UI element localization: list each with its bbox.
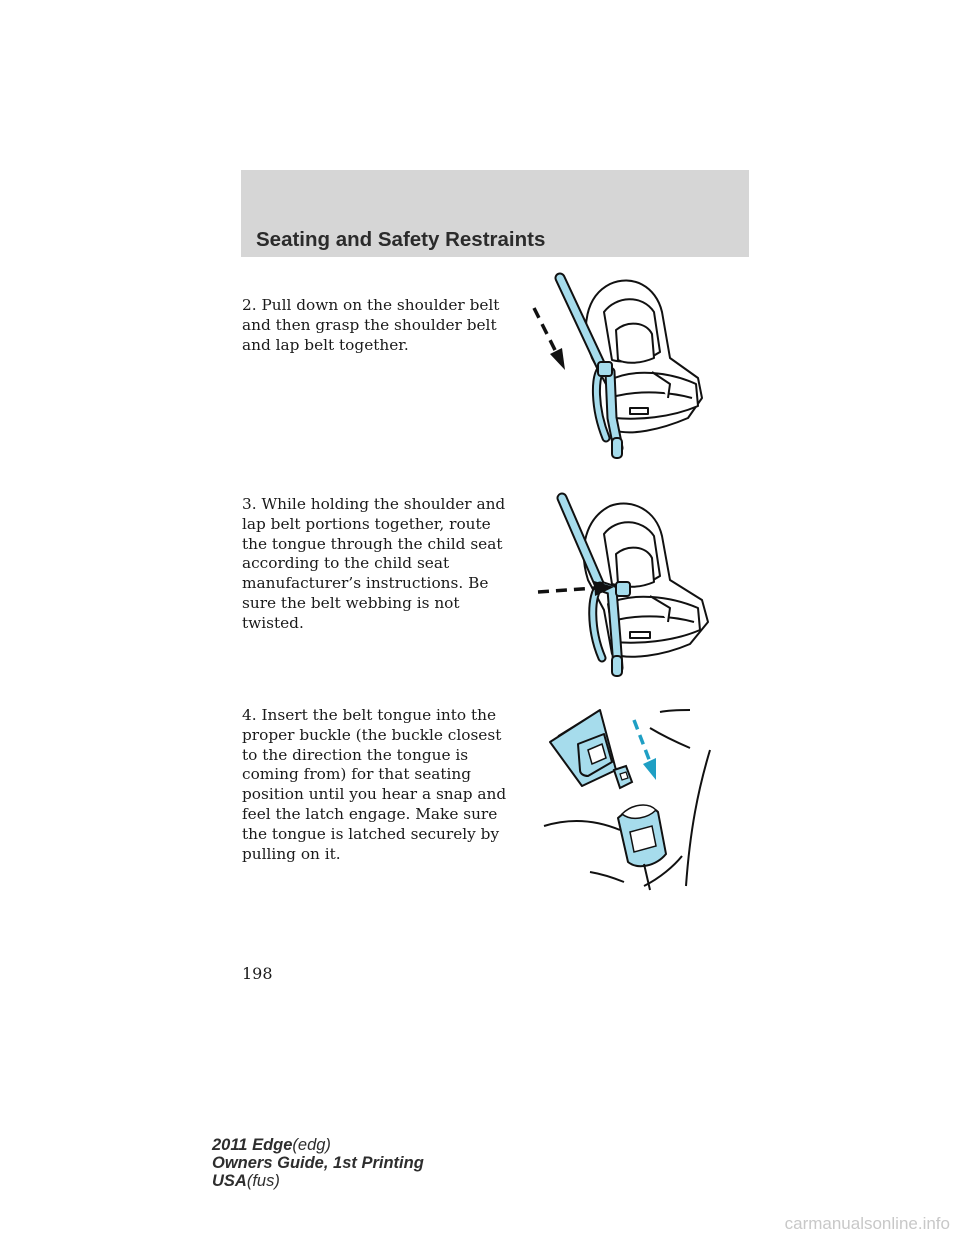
section-title: Seating and Safety Restraints xyxy=(256,228,546,251)
step-3-text xyxy=(242,495,512,634)
footer-line-market: USA(fus) xyxy=(212,1172,280,1190)
step-2-text xyxy=(242,296,512,355)
step-2-paragraph: 2. Pull down on the shoulder belt and then grasp the shoulder belt and lap belt together. xyxy=(242,296,500,354)
document-footer xyxy=(212,1136,424,1190)
insert-tongue-into-buckle-illustration xyxy=(540,700,720,895)
watermark: carmanualsonline.info xyxy=(784,1214,950,1233)
pull-shoulder-belt-illustration xyxy=(520,268,720,468)
footer-line-edition: Owners Guide, 1st Printing xyxy=(212,1154,424,1172)
step-4-text xyxy=(242,706,512,864)
page-number: 198 xyxy=(242,964,273,983)
down-arrow-icon xyxy=(534,308,565,370)
route-belt-through-seat-illustration xyxy=(532,490,722,680)
footer-line-model: 2011 Edge(edg) xyxy=(212,1136,331,1154)
step-3-paragraph: 3. While holding the shoulder and lap belt portions together, route the tongue through the child seat according to the child seat manufacturer’s instructions. Be sure the belt webbing is not twisted. xyxy=(242,495,506,632)
step-4-paragraph: 4. Insert the belt tongue into the proper buckle (the buckle closest to the direction the tongue is coming from) for that seating position until you hear a snap and feel the latch engage. Make sure the tongue is latched securely by pulling on it. xyxy=(242,706,507,863)
